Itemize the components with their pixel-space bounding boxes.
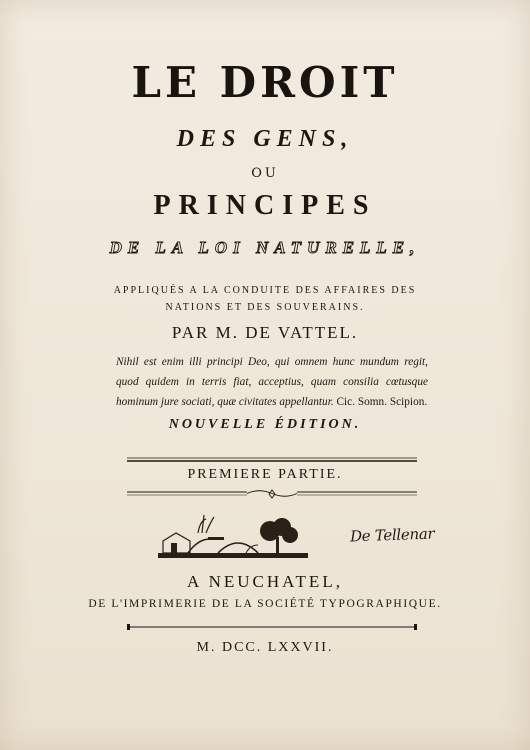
loi-naturelle-heading: DE LA LOI NATURELLE, <box>109 238 421 257</box>
ownership-signature: De Tellenar <box>349 524 435 546</box>
part-heading: PREMIERE PARTIE. <box>187 467 343 482</box>
printer-line: DE L'IMPRIMERIE DE LA SOCIÉTÉ TYPOGRAPHIQUE. <box>88 598 442 610</box>
applique-line-1: APPLIQUÉS A LA CONDUITE DES AFFAIRES DES <box>113 285 417 296</box>
book-subtitle: DES GENS, <box>176 126 354 152</box>
ornamental-rule-icon <box>127 488 417 502</box>
author-line: PAR M. DE VATTEL. <box>171 323 359 342</box>
epigraph <box>116 352 428 412</box>
book-title: LE DROIT <box>131 58 399 107</box>
edition-line: NOUVELLE ÉDITION. <box>168 417 362 432</box>
ornamental-rule-icon <box>127 622 417 632</box>
epigraph-source: Cic. Somn. Scipion. <box>336 396 428 408</box>
applique-line-2: NATIONS ET DES SOUVERAINS. <box>165 302 365 313</box>
epigraph-text: Nihil est enim illi principi Deo, qui omnem hunc mundum regit, quod quidem in terris fiat, acceptius, quam consilia cœtusque hominum jure sociati, quæ civitates appellantur. <box>116 356 428 408</box>
principes-heading: PRINCIPES <box>153 190 377 221</box>
publication-date: M. DCC. LXXVII. <box>196 640 334 655</box>
landscape-vignette-icon <box>158 513 308 565</box>
place-of-publication: A NEUCHATEL, <box>187 572 343 591</box>
conjunction-text: OU <box>251 166 279 181</box>
ornamental-rule-icon <box>127 456 417 464</box>
